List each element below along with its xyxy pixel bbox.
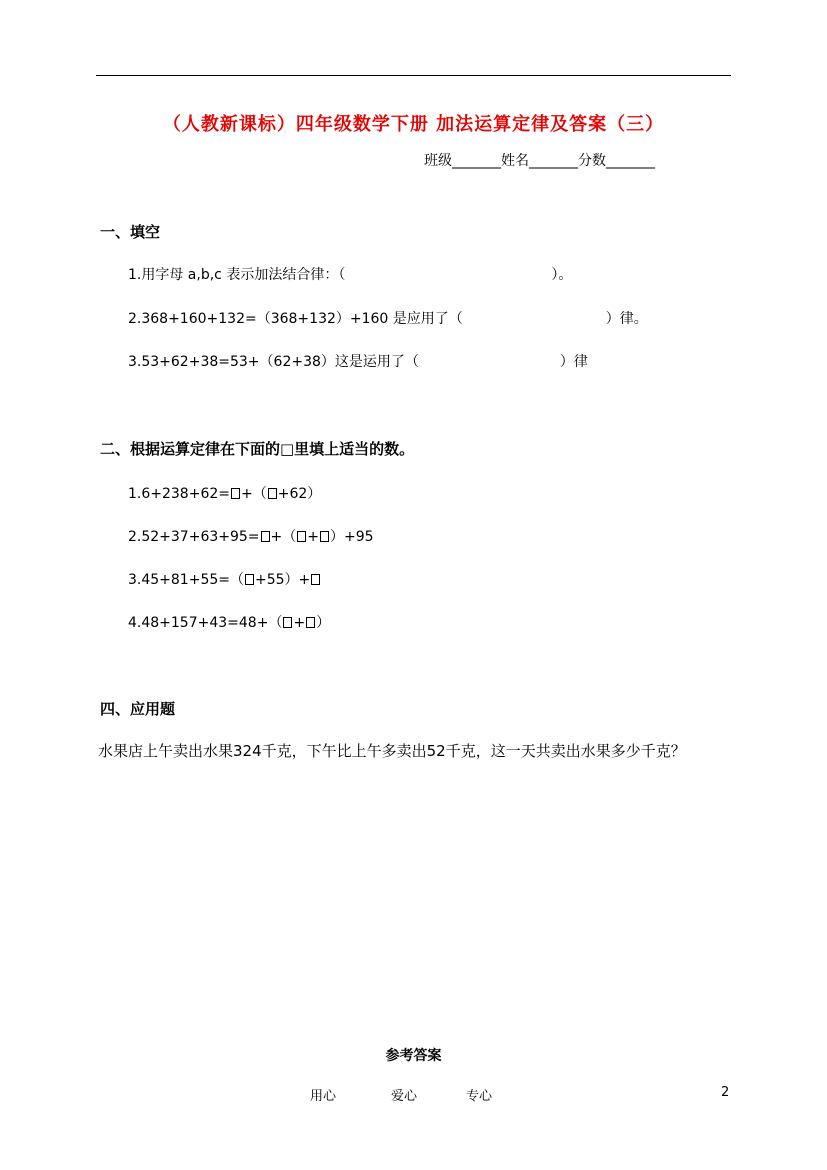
answer-box [283,617,292,628]
fill-blank-item-1: 1.用字母 a,b,c 表示加法结合律：（ ）。 [128,267,573,283]
answer-box [268,488,277,499]
page-number: 2 [721,1085,730,1100]
section-fill-blank-heading: 一、填空 [100,223,161,241]
box-item-3: 3.45+81+55=（ +55）+ [128,569,321,589]
box-item-2: 2.52+37+63+95= +（ + ）+95 [128,529,374,545]
answer-box [245,574,254,585]
section-application-heading: 四、应用题 [100,700,176,718]
answer-box [231,488,240,499]
footer-right: 专心 [466,1089,493,1104]
fill-blank-item-3: 3.53+62+38=53+（62+38）这是运用了（ ）律 [128,354,588,370]
footer-left: 用心 [310,1089,337,1104]
answer-key-title: 参考答案 [385,1048,442,1064]
box-item-1: 1.6+238+62= +（ +62） [128,486,322,502]
footer-middle: 爱心 [391,1089,418,1104]
fill-blank-item-2: 2.368+160+132=（368+132）+160 是应用了（ ）律。 [128,311,648,327]
answer-box [320,531,329,542]
document-title: （人教新课标）四年级数学下册 加法运算定律及答案（三） [162,114,665,135]
application-problem: 水果店上午卖出水果324千克，下午比上午多卖出52千克，这一天共卖出水果多少千克？ [98,742,686,760]
box-item-4: 4.48+157+43=48+（ + ） [128,615,331,631]
answer-box [297,531,306,542]
student-info-fields: 班级_______姓名_______分数_______ [424,153,655,169]
header-rule [96,75,731,76]
section-operation-law-heading: 二、根据运算定律在下面的□里填上适当的数。 [100,440,415,458]
answer-box [261,531,270,542]
answer-box [311,574,320,585]
answer-box [306,617,315,628]
